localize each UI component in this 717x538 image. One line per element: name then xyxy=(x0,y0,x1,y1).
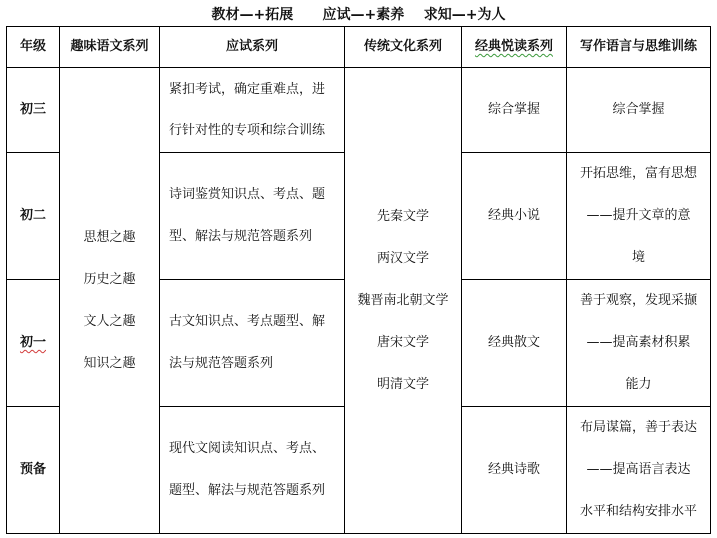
grade-cell: 初三 xyxy=(7,68,60,153)
header-culture: 传统文化系列 xyxy=(345,27,462,68)
classics-cell: 经典小说 xyxy=(462,153,567,280)
header-classics-label: 经典悦读系列 xyxy=(474,39,553,54)
exam-cell xyxy=(160,68,345,153)
header-writing: 写作语言与思维训练 xyxy=(567,27,711,68)
writing-line: ——提升文章的意 xyxy=(586,208,691,223)
writing-line: 布局谋篇，善于表达 xyxy=(579,420,697,435)
fun-cell xyxy=(60,68,160,534)
writing-cell xyxy=(567,68,711,153)
culture-item: 先秦文学 xyxy=(376,208,429,224)
exam-line: 型、解法与规范答题系列 xyxy=(169,229,313,244)
fun-item: 知识之趣 xyxy=(83,355,136,371)
grade-cell: 初二 xyxy=(7,153,60,280)
writing-line: ——提高语言表达 xyxy=(586,462,691,477)
header-row xyxy=(7,27,711,68)
fun-item: 思想之趣 xyxy=(83,229,136,245)
curriculum-table xyxy=(6,26,711,534)
writing-line: ——提高素材积累 xyxy=(586,335,691,350)
exam-cell xyxy=(160,280,345,407)
culture-item: 明清文学 xyxy=(376,376,429,392)
exam-cell xyxy=(160,407,345,534)
writing-line: 水平和结构安排水平 xyxy=(579,504,697,519)
header-classics xyxy=(462,27,567,68)
culture-item: 魏晋南北朝文学 xyxy=(357,292,449,308)
table-row xyxy=(7,68,711,153)
exam-cell xyxy=(160,153,345,280)
writing-cell xyxy=(567,280,711,407)
writing-line: 善于观察，发现采撷 xyxy=(579,293,697,308)
grade-label: 初一 xyxy=(19,335,46,350)
writing-line: 境 xyxy=(631,250,645,265)
grade-cell xyxy=(7,280,60,407)
header-grade: 年级 xyxy=(7,27,60,68)
exam-line: 法与规范答题系列 xyxy=(169,356,274,371)
exam-line: 题型、解法与规范答题系列 xyxy=(169,483,326,498)
classics-cell: 经典诗歌 xyxy=(462,407,567,534)
culture-cell xyxy=(345,68,462,534)
writing-cell xyxy=(567,153,711,280)
exam-line: 行针对性的专项和综合训练 xyxy=(169,123,326,138)
culture-item: 唐宋文学 xyxy=(376,334,429,350)
exam-line: 诗词鉴赏知识点、考点、题 xyxy=(169,187,326,202)
culture-item: 两汉文学 xyxy=(376,250,429,266)
exam-line: 紧扣考试，确定重难点，进 xyxy=(169,82,326,97)
header-exam: 应试系列 xyxy=(160,27,345,68)
classics-cell: 经典散文 xyxy=(462,280,567,407)
exam-line: 古文知识点、考点题型、解 xyxy=(169,314,326,329)
grade-cell: 预备 xyxy=(7,407,60,534)
writing-line: 综合掌握 xyxy=(612,102,665,117)
fun-item: 文人之趣 xyxy=(83,313,136,329)
writing-line: 开拓思维，富有思想 xyxy=(579,166,697,181)
exam-line: 现代文阅读知识点、考点、 xyxy=(169,441,326,456)
classics-cell: 综合掌握 xyxy=(462,68,567,153)
fun-item: 历史之趣 xyxy=(83,271,136,287)
header-fun: 趣味语文系列 xyxy=(60,27,160,68)
writing-cell xyxy=(567,407,711,534)
writing-line: 能力 xyxy=(625,377,652,392)
page-title: 教材—+拓展 应试—+素养 求知—+为人 xyxy=(211,7,506,23)
